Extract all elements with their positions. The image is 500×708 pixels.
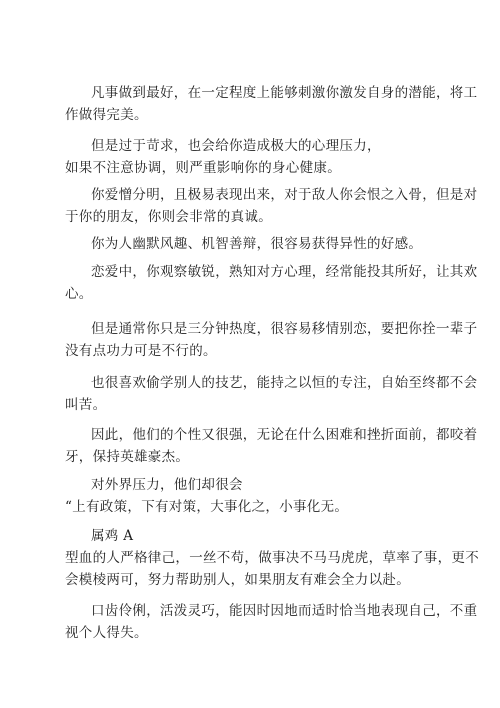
paragraph-7 xyxy=(65,372,478,416)
paragraph-9 xyxy=(65,474,445,518)
paragraph-8 xyxy=(65,424,478,468)
text-line: 心。 xyxy=(65,286,93,302)
text-line: 于你的朋友，你则会非常的真诚。 xyxy=(65,209,272,225)
text-line: 因此，他们的个性又很强，无论在什么困难和挫折面前，都咬着 xyxy=(91,427,478,443)
text-line: 你为人幽默风趣、机智善辩，很容易获得异性的好感。 xyxy=(91,236,423,252)
paragraph-4 xyxy=(65,233,445,255)
text-line: 属鸡 A xyxy=(91,528,134,544)
text-line: 但是通常你只是三分钟热度，很容易移情别恋，要把你拴一辈子 xyxy=(91,321,478,337)
text-line: 你爱憎分明，且极易表现出来，对于敌人你会恨之入骨，但是对 xyxy=(91,187,478,203)
paragraph-10 xyxy=(65,525,479,591)
text-line: 叫苦。 xyxy=(65,397,107,413)
paragraph-3 xyxy=(65,184,478,228)
paragraph-11 xyxy=(65,600,478,644)
text-line: 牙，保持英雄豪杰。 xyxy=(65,449,190,465)
paragraph-5 xyxy=(65,261,478,305)
text-line: 凡事做到最好，在一定程度上能够刺激你激发自身的潜能，将工 xyxy=(91,85,478,101)
text-line: 恋爱中，你观察敏锐，熟知对方心理，经常能投其所好，让其欢 xyxy=(91,264,478,280)
paragraph-6 xyxy=(65,318,478,362)
text-line: 如果不注意协调，则严重影响你的身心健康。 xyxy=(65,160,341,176)
text-line: “上有政策，下有对策，大事化之，小事化无。 xyxy=(65,499,349,515)
text-line: 视个人得失。 xyxy=(65,625,148,641)
paragraph-1 xyxy=(65,82,478,126)
text-line: 型血的人严格律己，一丝不苟，做事决不马马虎虎，草率了事，更不 xyxy=(65,550,479,566)
text-line: 口齿伶俐，活泼灵巧，能因时因地而适时恰当地表现自己，不重 xyxy=(91,603,478,619)
text-line: 作做得完美。 xyxy=(65,107,148,123)
text-line: 对外界压力，他们却很会 xyxy=(91,477,243,493)
text-line: 会模棱两可，努力帮助别人，如果朋友有难会全力以赴。 xyxy=(65,572,410,588)
text-line: 但是过于苛求，也会给你造成极大的心理压力， xyxy=(91,138,381,154)
paragraph-2 xyxy=(65,135,445,179)
text-line: 也很喜欢偷学别人的技艺，能持之以恒的专注，自始至终都不会 xyxy=(91,375,478,391)
text-line: 没有点功力可是不行的。 xyxy=(65,343,217,359)
